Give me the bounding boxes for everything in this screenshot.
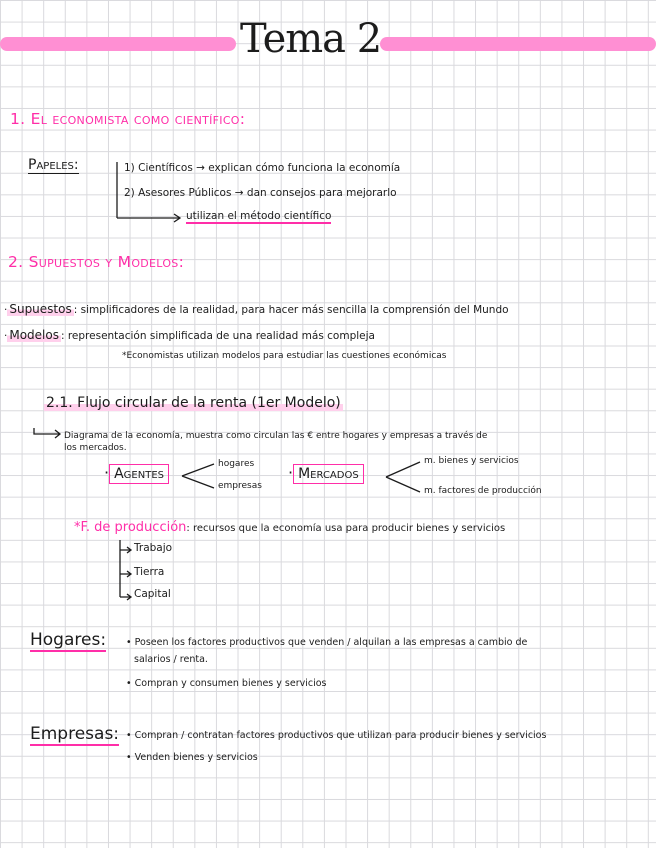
agentes-fork [182,464,214,488]
modelos-label: Modelos [9,328,59,342]
arrow-trabajo [120,547,131,553]
empresas-branch: empresas [218,481,262,491]
factores-label: *F. de producción [74,520,187,535]
hogares-bullet-2: • Compran y consumen bienes y servicios [126,678,327,689]
hogares-bullet-1-line-2: salarios / renta. [134,654,208,665]
diagram-arrow [34,428,60,438]
section-1-heading: 1. El economista como científico: [10,110,246,128]
papeles-item-1: 1) Científicos → explican cómo funciona la economía [124,162,401,174]
hogares-branch: hogares [218,459,255,469]
factores-line [74,516,505,535]
metodo-cientifico-text: utilizan el método científico [186,210,332,222]
hogares-bullet-1-line-1: • Poseen los factores productivos que venden / alquilan a las empresas a cambio de [126,637,528,648]
empresas-bullet-1: • Compran / contratan factores productivos que utilizan para producir bienes y servicios [126,730,547,741]
subsection-heading [44,395,343,411]
papeles-item-2: 2) Asesores Públicos → dan consejos para mejorarlo [124,187,397,199]
agentes-group [104,463,169,482]
modelos-line [4,328,375,342]
supuestos-text: : simplificadores de la realidad, para hacer más sencilla la comprensión del Mundo [73,304,509,316]
title-bar-left [0,37,236,51]
papeles-label [28,157,79,173]
empresas-heading [30,724,119,744]
bullet-dot: · [104,463,110,482]
modelos-note: *Economistas utilizan modelos para estudiar las cuestiones económicas [122,351,447,361]
supuestos-label: Supuestos [9,302,72,316]
modelos-text: : representación simplificada de una realidad más compleja [60,330,375,342]
mercados-box: Mercados [293,464,364,484]
empresas-bullet-2: • Venden bienes y servicios [126,752,258,763]
subsection-heading-text: 2.1. Flujo circular de la renta (1er Modelo) [46,395,341,411]
bullet-dot: · [4,330,8,342]
page-title: Tema 2 [240,16,382,62]
papeles-arrow [117,214,180,222]
agentes-box: Agentes [109,464,169,484]
supuestos-line [4,302,509,316]
hogares-heading-text: Hogares: [30,630,107,650]
mercados-group [288,463,364,482]
mercados-fork [386,462,420,492]
papeles-label-text: Papeles: [28,157,79,173]
diagram-line-1: Diagrama de la economía, muestra como circulan las € entre hogares y empresas a través de [64,431,488,441]
m-bienes-branch: m. bienes y servicios [424,456,519,466]
bullet-dot: · [4,304,8,316]
title-bar-right [380,37,656,51]
factor-trabajo: Trabajo [134,542,173,554]
hogares-heading [30,630,106,650]
diagram-line-2: los mercados. [64,443,127,453]
factor-capital: Capital [134,588,171,600]
factores-text: : recursos que la economía usa para producir bienes y servicios [186,523,506,534]
empresas-heading-text: Empresas: [30,724,120,744]
factor-tierra: Tierra [134,566,165,578]
bullet-dot: · [288,463,294,482]
m-factores-branch: m. factores de producción [424,486,542,496]
papeles-item-3 [186,210,331,222]
arrow-capital [120,594,131,600]
arrow-tierra [120,571,131,577]
section-2-heading: 2. Supuestos y Modelos: [8,253,185,271]
